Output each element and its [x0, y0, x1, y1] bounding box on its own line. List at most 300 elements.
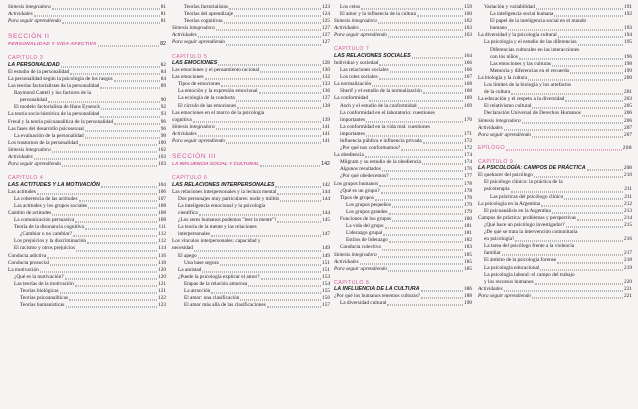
dot-leader [564, 198, 623, 199]
dot-leader [417, 16, 463, 17]
toc-entry-page: 103 [158, 161, 166, 168]
toc-entry [334, 195, 472, 202]
toc-entry-page: 136 [322, 88, 330, 95]
toc-entry [334, 159, 472, 166]
dot-leader [198, 136, 321, 137]
toc-entry-title: Las fases del desarrollo psicosexual [8, 125, 84, 132]
toc-entry [478, 4, 632, 11]
toc-entry-title: La teoría de la mente y las relaciones [178, 224, 257, 231]
dot-leader [226, 143, 321, 144]
toc-entry-title: El ámbito de la psicología forense [484, 257, 557, 264]
dot-leader [532, 297, 623, 298]
toc-entry [334, 32, 472, 39]
toc-entry [172, 117, 330, 124]
toc-entry-page: 157 [322, 302, 330, 309]
dot-leader [557, 262, 623, 263]
toc-entry [478, 215, 632, 222]
toc-entry-page: 168 [464, 81, 472, 88]
toc-entry [334, 223, 472, 230]
toc-entry-page: 121 [158, 288, 166, 294]
toc-entry-title: La diversidad y la psicología cultural [478, 32, 557, 39]
dot-leader [552, 212, 623, 213]
toc-entry [8, 161, 166, 168]
toc-entry-title: Tipos de grupos [340, 194, 374, 201]
toc-entry-title: Las actitudes y los grupos sociales [14, 202, 88, 209]
chapter-page: 104 [157, 181, 166, 188]
toc-entry-title: interpersonales [178, 231, 211, 238]
toc-entry [172, 25, 330, 32]
toc-entry [334, 25, 472, 32]
toc-entry-title: Liderazgo grupal [346, 230, 383, 237]
toc-entry-title: Cambio de actitudes [8, 209, 52, 216]
toc-entry-title: cognitiva [172, 116, 192, 123]
dot-leader [422, 164, 463, 165]
toc-entry-page: 108 [158, 217, 166, 224]
toc-entry [8, 133, 166, 140]
dot-leader [540, 269, 623, 270]
toc-entry [8, 76, 166, 83]
toc-entry-page: 185 [464, 265, 472, 272]
toc-entry-title: Conducta adictiva [8, 252, 47, 259]
toc-entry-page: 127 [322, 32, 330, 39]
dot-leader [365, 157, 463, 158]
chapter-title-row [172, 182, 330, 189]
dot-leader [198, 257, 321, 258]
toc-entry [334, 252, 472, 259]
toc-entry-title: Funciones de los grupos [340, 216, 392, 223]
toc-entry-page: 180 [464, 216, 472, 223]
toc-entry-title: La evaluación de la personalidad [14, 132, 84, 139]
toc-entry-title: Actividades [8, 11, 33, 18]
toc-entry [172, 67, 330, 74]
toc-entry-page: 121 [158, 280, 166, 287]
toc-entry-title: Las prácticas del psicólogo clínico [490, 193, 564, 200]
dot-leader [515, 241, 623, 242]
toc-entry-page: 141 [322, 130, 330, 137]
toc-entry [334, 110, 472, 117]
chapter-page: 142 [321, 181, 330, 188]
toc-entry-page: 217 [624, 250, 632, 257]
dot-leader [401, 150, 463, 151]
chapter-page: 128 [321, 60, 330, 67]
toc-entry [8, 245, 166, 252]
dot-leader [62, 166, 157, 167]
toc-entry-title: La psicología y el estudio de las diferencias [484, 39, 577, 46]
toc-entry [172, 281, 330, 288]
chapter-page: 82 [160, 61, 166, 68]
toc-entry-title: Síntesis integradora [334, 18, 377, 25]
toc-entry [334, 18, 472, 25]
toc-entry-page: 108 [158, 209, 166, 216]
toc-entry-page: 207 [624, 131, 632, 138]
toc-entry-title: Asch y el estudio de la conformidad [340, 102, 417, 109]
dot-leader [369, 100, 463, 101]
toc-entry [8, 281, 166, 288]
toc-entry-title: Para seguir aprendiendo [334, 32, 388, 39]
toc-entry-title: La inteligencia social humana [490, 11, 554, 18]
toc-entry [172, 295, 330, 302]
toc-entry-page: 194 [624, 32, 632, 39]
toc-entry-page: 212 [624, 200, 632, 207]
toc-entry-page: 170 [464, 116, 472, 123]
toc-entry [334, 124, 472, 131]
dot-leader [79, 200, 158, 201]
dot-leader [100, 88, 159, 89]
toc-entry [172, 231, 330, 238]
dot-leader [37, 193, 157, 194]
toc-entry-page: 163 [464, 32, 472, 39]
dot-leader [98, 46, 160, 47]
dot-leader [552, 65, 623, 66]
dot-leader [194, 250, 321, 251]
dot-leader [366, 136, 463, 137]
toc-entry-title: Síntesis integradora [172, 25, 215, 32]
toc-entry-title: Campos de práctica: problemas y perspectivas [478, 214, 577, 221]
toc-entry-title: Los grupos grandes [346, 208, 388, 215]
dot-leader [40, 271, 157, 272]
toc-entry-title: El papel de la inteligencia social en el mundo [490, 18, 587, 25]
toc-entry-title: Freud y la teoría psicoanalítica de la personalidad [8, 118, 114, 125]
toc-entry [172, 39, 330, 46]
toc-entry [8, 203, 166, 210]
toc-entry-page: 206 [624, 117, 632, 124]
toc-entry-title: La diversidad cultural [340, 300, 387, 307]
dot-leader [211, 293, 321, 294]
toc-entry [8, 217, 166, 224]
toc-entry [172, 253, 330, 260]
toc-entry [172, 245, 330, 252]
dot-leader [381, 192, 463, 193]
toc-entry [172, 32, 330, 39]
toc-entry-title: Actividades [172, 32, 197, 39]
dot-leader [534, 177, 623, 178]
toc-entry-title: necesidad [172, 245, 193, 252]
epilogue-label: EPÍLOGO [478, 144, 506, 151]
toc-entry-page: 96 [160, 125, 166, 132]
toc-entry-title: Síntesis integradora [8, 146, 51, 153]
toc-entry [334, 166, 472, 173]
chapter-title-row [8, 182, 166, 189]
toc-entry-page: 181 [464, 230, 472, 237]
dot-leader [205, 79, 321, 80]
toc-entry-title: El quehacer del psicólogo [478, 172, 533, 179]
dot-leader [389, 242, 463, 243]
toc-entry [478, 25, 632, 32]
toc-entry [334, 88, 472, 95]
toc-entry [172, 260, 330, 267]
toc-entry-page: 141 [322, 123, 330, 130]
toc-entry-page: 182 [464, 237, 472, 244]
toc-entry-title: Las emociones [172, 74, 204, 81]
toc-entry-page: 200 [624, 74, 632, 81]
dot-leader [379, 185, 463, 186]
dot-leader [34, 16, 160, 17]
toc-entry-title: Los roles sociales [340, 74, 378, 81]
toc-entry-title: importantes [340, 130, 366, 137]
toc-entry [334, 202, 472, 209]
toc-entry [8, 126, 166, 133]
toc-entry-page: 166 [464, 59, 472, 66]
toc-entry [478, 96, 632, 103]
dot-leader [565, 101, 623, 102]
toc-entry-title: Para seguir aprendiendo [8, 18, 62, 25]
chapter-label: CAPÍTULO 9 [478, 158, 514, 165]
chapter-heading [334, 46, 472, 60]
toc-entry-title: Actividades [172, 130, 197, 137]
dot-leader [221, 86, 321, 87]
toc-entry-title: El psicólogo clínico: la práctica de la [484, 179, 563, 186]
toc-entry-page: 112 [158, 231, 166, 238]
toc-entry [478, 293, 632, 300]
section-label: SECCIÓN III [172, 153, 216, 161]
toc-entry-title: Actividades [334, 25, 359, 32]
dot-leader [511, 191, 624, 192]
toc-entry-title: Para seguir aprendiendo [8, 161, 62, 168]
toc-entry-title: La ecología de la conducta [178, 95, 235, 102]
toc-entry [334, 95, 472, 102]
toc-entry-title: Teorías cognitivas [184, 18, 223, 25]
dot-leader [504, 290, 623, 291]
toc-entry-title: Estilos de liderazgo [346, 237, 388, 244]
toc-entry-title: Algunos resultados [340, 166, 381, 173]
toc-entry-title: La educación y el respeto a la diversidad [478, 96, 565, 103]
toc-entry-title: con los niños [490, 53, 518, 60]
toc-entry [478, 54, 632, 61]
toc-column-3 [334, 4, 472, 307]
dot-leader [85, 130, 160, 131]
toc-entry [478, 279, 632, 286]
toc-entry-title: Los vínculos interpersonales: capacidad y [172, 238, 261, 245]
toc-entry-title: Individuo y sociedad [334, 59, 379, 66]
toc-entry-page: 84 [160, 68, 166, 75]
toc-entry [8, 119, 166, 126]
dot-leader [88, 207, 157, 208]
toc-entry [8, 83, 166, 90]
dot-leader [240, 300, 321, 301]
dot-leader [554, 16, 623, 17]
toc-entry [334, 67, 472, 74]
dot-leader [382, 171, 463, 172]
toc-entry [334, 209, 472, 216]
toc-entry-page: 123 [158, 302, 166, 309]
toc-entry-title: Síntesis integradora [172, 123, 215, 130]
toc-entry-page: 178 [464, 187, 472, 194]
toc-entry-page: 220 [624, 278, 632, 285]
toc-entry [478, 61, 632, 68]
toc-entry [172, 196, 330, 203]
toc-entry-title: Actividades [8, 154, 33, 160]
dot-leader [519, 58, 623, 59]
toc-entry-title: Los celos [340, 4, 361, 10]
dot-leader [578, 44, 624, 45]
toc-entry [172, 11, 330, 18]
section-heading [172, 153, 330, 168]
toc-entry-title: Tipos de emociones [178, 81, 221, 88]
toc-entry [478, 39, 632, 46]
dot-leader [566, 227, 623, 228]
toc-entry-title: Sherif y el estudio de la normalización [340, 88, 422, 95]
toc-entry-title: La personalidad según la psicología de los rasgos [8, 75, 113, 82]
toc-entry-title: humano [490, 25, 508, 32]
dot-leader [52, 9, 160, 10]
toc-entry-page: 98 [160, 132, 166, 139]
dot-leader [582, 115, 623, 116]
toc-entry-title: Declaración Universal de Derechos Humanos [484, 110, 581, 117]
dot-leader [558, 37, 623, 38]
toc-entry [478, 125, 632, 132]
toc-entry-title: Diferencias culturales en las interacciones [490, 46, 580, 53]
dot-leader [216, 128, 321, 129]
chapter-heading [8, 55, 166, 69]
toc-entry-page: 206 [624, 110, 632, 117]
toc-entry-page: 176 [464, 166, 472, 173]
toc-entry-title: La coherencia de las actitudes [14, 195, 78, 202]
dot-leader [100, 116, 159, 117]
dot-leader [34, 159, 157, 160]
dot-leader [199, 215, 321, 216]
toc-entry [8, 274, 166, 281]
chapter-title-row [334, 286, 472, 293]
toc-entry-title: y los recursos humanos [484, 278, 534, 285]
toc-entry-page: 154 [322, 280, 330, 287]
chapter-title: LAS EMOCIONES [172, 60, 218, 67]
dot-leader [535, 283, 623, 284]
chapter-title-row [8, 62, 166, 69]
toc-entry-page: 219 [624, 264, 632, 271]
toc-entry-page: 188 [464, 293, 472, 300]
toc-entry-title: Etapas de la relación amorosa [184, 280, 248, 287]
toc-entry-title: El círculo de las emociones [178, 102, 237, 109]
dot-leader [366, 121, 463, 122]
toc-entry-page: 195 [624, 39, 632, 46]
toc-entry [8, 140, 166, 147]
dot-leader [193, 121, 321, 122]
epilogue-page: 208 [622, 144, 632, 151]
toc-entry [8, 288, 166, 295]
toc-entry-page: 168 [464, 88, 472, 95]
toc-entry [334, 244, 472, 251]
chapter-title: LAS RELACIONES SOCIALES [334, 52, 411, 59]
toc-entry [478, 132, 632, 139]
dot-leader [389, 214, 464, 215]
toc-entry-title: Las relaciones sociales [340, 67, 389, 74]
toc-entry-title: La emoción y la expresión emocional [178, 88, 258, 95]
toc-entry-title: El modelo factorialista de Hans Eysenck [14, 104, 101, 111]
chapter-title: LAS ACTITUDES Y LA MOTIVACIÓN [8, 181, 100, 188]
toc-entry-page: 114 [158, 245, 166, 252]
toc-entry-title: El psicoanálisis en la Argentina [484, 207, 551, 214]
toc-entry-page: 205 [624, 103, 632, 110]
toc-entry [8, 295, 166, 302]
dot-leader [114, 81, 160, 82]
dot-leader [229, 9, 321, 10]
dot-leader [522, 122, 623, 123]
toc-entry-title: Dos personajes muy particulares: nodo y militis [178, 195, 280, 202]
dot-leader [536, 9, 623, 10]
toc-entry-title: Teoría de la disonancia cognitiva [14, 224, 84, 231]
toc-entry-title: ¿Por qué nos conformamos? [340, 145, 401, 152]
toc-entry [172, 267, 330, 274]
toc-entry [8, 302, 166, 309]
chapter-heading [172, 54, 330, 68]
toc-entry [8, 90, 166, 97]
toc-entry [334, 103, 472, 110]
toc-entry-title: ¿Qué es la motivación? [14, 273, 64, 280]
chapter-label: CAPÍTULO 4 [8, 175, 44, 182]
toc-column-4 [478, 4, 632, 300]
dot-leader [220, 264, 321, 265]
toc-entry [8, 260, 166, 267]
toc-entry [334, 181, 472, 188]
dot-leader [532, 136, 623, 137]
dot-leader [236, 100, 321, 101]
toc-entry-page: 191 [624, 4, 632, 10]
toc-entry-page: 116 [158, 252, 166, 259]
chapter-label: CAPÍTULO 5 [172, 53, 208, 60]
toc-entry-title: El amor más allá de las clasificaciones [184, 302, 266, 309]
dot-leader [570, 72, 623, 73]
toc-entry-title: Una base segura [184, 259, 219, 266]
toc-entry [478, 229, 632, 236]
toc-entry [172, 95, 330, 102]
toc-entry-page: 178 [464, 180, 472, 187]
toc-entry [8, 4, 166, 11]
dot-leader [385, 228, 464, 229]
chapter-title: LA PSICOLOGÍA: CAMPOS DE PRÁCTICA [478, 165, 586, 172]
toc-entry [334, 60, 472, 67]
toc-entry-page: 149 [322, 245, 330, 252]
dot-leader [75, 286, 157, 287]
toc-entry-title: Los grupos pequeños [346, 201, 392, 208]
toc-entry-page: 196 [624, 53, 632, 60]
dot-leader [48, 102, 160, 103]
dot-leader [383, 235, 463, 236]
dot-leader [75, 222, 157, 223]
toc-entry [172, 210, 330, 217]
toc-entry-page: 193 [624, 25, 632, 32]
chapter-label: CAPÍTULO 7 [334, 46, 370, 53]
toc-entry-page: 144 [322, 188, 330, 195]
toc-entry-title: Teorías factorialistas [184, 4, 228, 10]
toc-entry [172, 103, 330, 110]
toc-entry [334, 131, 472, 138]
toc-entry [8, 224, 166, 231]
toc-entry-page: 211 [624, 193, 632, 200]
toc-entry [478, 250, 632, 257]
toc-entry-page: 100 [158, 139, 166, 146]
toc-entry-title: Raymond Cattell y los factores de la [14, 90, 92, 97]
toc-entry [172, 81, 330, 88]
toc-entry-title: importantes [340, 116, 366, 123]
dot-leader [392, 221, 463, 222]
toc-entry-page: 192 [624, 11, 632, 18]
toc-entry [478, 222, 632, 229]
toc-entry-page: 216 [624, 236, 632, 243]
dot-leader [69, 300, 157, 301]
toc-entry [8, 189, 166, 196]
section-label: SECCIÓN II [8, 33, 50, 41]
toc-entry-title: La atracción [184, 288, 211, 294]
toc-entry-title: Las relaciones interpersonales y la lectura mental [172, 188, 277, 195]
toc-entry [8, 238, 166, 245]
chapter-heading [478, 159, 632, 173]
toc-entry [172, 238, 330, 245]
toc-entry-page: 213 [624, 207, 632, 214]
toc-entry [478, 179, 632, 186]
dot-leader [260, 166, 320, 167]
toc-entry-page: 185 [464, 258, 472, 265]
toc-entry-page: 118 [158, 259, 166, 266]
